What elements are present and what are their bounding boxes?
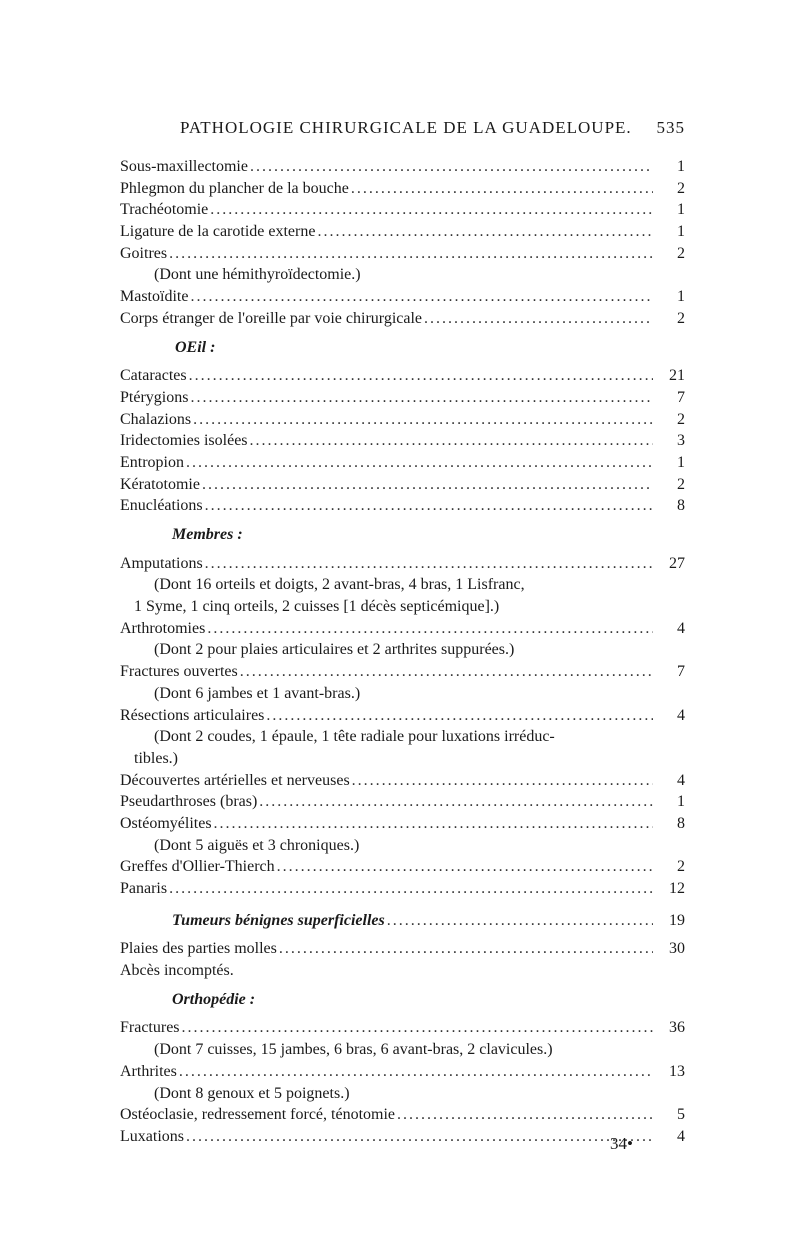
entry-row — [120, 856, 685, 878]
spacer — [120, 546, 685, 553]
spacer — [120, 358, 685, 365]
entry-label: Tumeurs bénignes superficielles — [172, 911, 385, 929]
entry-row — [120, 286, 685, 308]
entry-note: (Dont 5 aiguës et 3 chroniques.) — [154, 836, 360, 854]
entry-label: Ptérygions — [120, 388, 189, 406]
section-heading-membres: Membres : — [172, 526, 243, 543]
entry-value: 1 — [677, 288, 685, 306]
entry-label: Sous-maxillectomie — [120, 158, 248, 175]
leader-dots — [169, 878, 653, 900]
entry-label: Découvertes artérielles et nerveuses — [120, 771, 350, 789]
entry-label: Fractures — [120, 1019, 180, 1037]
leader-dots — [317, 221, 653, 243]
entry-label: Arthrotomies — [120, 619, 206, 637]
entry-value: 4 — [677, 619, 685, 637]
entry-row — [120, 1061, 685, 1083]
entry-value: 8 — [677, 814, 685, 832]
spacer — [120, 900, 685, 910]
entry-row — [120, 409, 685, 431]
entry-label: Entropion — [120, 453, 184, 471]
entry-label: Amputations — [120, 554, 203, 572]
entry-value: 8 — [677, 497, 685, 515]
leader-dots — [189, 365, 653, 387]
page-number: 535 — [656, 118, 685, 137]
entry-value: 2 — [677, 410, 685, 428]
leader-dots — [266, 705, 653, 727]
spacer — [120, 982, 685, 989]
entry-row — [120, 474, 685, 496]
entry-row — [120, 452, 685, 474]
entry-note: (Dont 8 genoux et 5 poignets.) — [154, 1084, 350, 1102]
leader-dots — [279, 938, 653, 960]
entry-label: Ostéoclasie, redressement forcé, ténotomie — [120, 1106, 395, 1124]
leader-dots — [277, 856, 653, 878]
entry-value: 19 — [669, 911, 685, 929]
entry-row — [120, 791, 685, 813]
entry-row — [120, 1017, 685, 1039]
entry-label: Ligature de la carotide externe — [120, 223, 316, 241]
entry-label: Phlegmon du plancher de la bouche — [120, 179, 349, 197]
entry-label: Panaris — [120, 880, 168, 897]
entry-value: 1 — [677, 223, 685, 241]
entry-value: 7 — [677, 388, 685, 406]
entry-row — [120, 156, 685, 178]
entry-row — [120, 878, 685, 900]
entry-row — [120, 705, 685, 727]
entry-label: Enucléations — [120, 497, 203, 515]
running-title: PATHOLOGIE CHIRURGICALE DE LA GUADELOUPE. — [180, 118, 632, 137]
entry-value: 5 — [677, 1106, 685, 1124]
entry-note: tibles.) — [134, 749, 178, 767]
entry-label: Cataractes — [120, 367, 187, 385]
spacer — [120, 1010, 685, 1017]
entry-value: 4 — [677, 706, 685, 724]
entry-note: (Dont une hémithyroïdectomie.) — [154, 266, 361, 284]
leader-dots — [259, 791, 653, 813]
leader-dots — [424, 308, 653, 330]
entry-value: 2 — [677, 309, 685, 327]
entry-value: 7 — [677, 663, 685, 681]
leader-dots — [169, 243, 653, 265]
entry-label: Chalazions — [120, 410, 192, 428]
entry-label: Fractures ouvertes — [120, 663, 238, 681]
entry-row — [120, 495, 685, 517]
leader-dots — [397, 1104, 653, 1126]
leader-dots — [186, 452, 653, 474]
entry-row — [120, 938, 685, 960]
leader-dots — [179, 1061, 653, 1083]
entry-label: Iridectomies isolées — [120, 432, 248, 450]
leader-dots — [205, 495, 653, 517]
leader-dots — [182, 1017, 653, 1039]
leader-dots — [351, 178, 653, 200]
entry-label: Corps étranger de l'oreille par voie chirurgicale — [120, 309, 423, 327]
entry-row — [120, 1104, 685, 1126]
entry-label: Plaies des parties molles — [120, 940, 277, 958]
entry-row — [120, 618, 685, 640]
entry-row — [120, 430, 685, 452]
entry-note: 1 Syme, 1 cinq orteils, 2 cuisses [1 décès septicémique].) — [134, 598, 500, 616]
entry-row — [120, 178, 685, 200]
leader-dots — [202, 474, 653, 496]
spacer — [120, 517, 685, 524]
leader-dots — [190, 387, 653, 409]
entry-value: 1 — [677, 453, 685, 471]
entry-value: 1 — [677, 793, 685, 811]
entry-value: 4 — [677, 771, 685, 789]
leader-dots — [250, 156, 653, 178]
entry-value: 36 — [669, 1019, 685, 1037]
entry-label: Pseudarthroses (bras) — [120, 793, 258, 811]
entry-label: Kératotomie — [120, 475, 200, 493]
entry-value: 2 — [677, 179, 685, 197]
entry-row — [120, 387, 685, 409]
entry-label: Arthrites — [120, 1062, 177, 1080]
leader-dots — [186, 1126, 653, 1148]
entry-row — [120, 661, 685, 683]
entry-label: Luxations — [120, 1127, 184, 1145]
leader-dots — [205, 553, 653, 575]
entry-row — [120, 199, 685, 221]
entry-row — [120, 960, 685, 982]
entry-label: Mastoïdite — [120, 288, 189, 306]
entry-value: 27 — [669, 554, 685, 572]
entry-value: 21 — [669, 367, 685, 385]
entry-row — [120, 243, 685, 265]
leader-dots — [193, 409, 653, 431]
entry-label: Greffes d'Ollier-Thierch — [120, 858, 275, 876]
section-heading-orthopedie: Orthopédie : — [172, 990, 256, 1008]
spacer — [120, 330, 685, 337]
entry-value: 2 — [677, 244, 685, 262]
entry-row — [120, 1126, 685, 1148]
entry-row — [120, 910, 685, 932]
entry-row — [120, 770, 685, 792]
page-content — [120, 156, 685, 1148]
entry-row — [120, 813, 685, 835]
leader-dots — [250, 430, 653, 452]
entry-row — [120, 308, 685, 330]
entry-note: (Dont 2 coudes, 1 épaule, 1 tête radiale pour luxations irréduc- — [154, 728, 555, 746]
entry-note: (Dont 16 orteils et doigts, 2 avant-bras, 4 bras, 1 Lisfranc, — [154, 576, 525, 594]
entry-value: 2 — [677, 858, 685, 876]
section-heading-oeil: OEil : — [175, 338, 216, 356]
entry-note: (Dont 6 jambes et 1 avant-bras.) — [154, 684, 361, 702]
signature-mark: 34• — [610, 1134, 633, 1153]
entry-note: (Dont 7 cuisses, 15 jambes, 6 bras, 6 avant-bras, 2 clavicules.) — [154, 1041, 553, 1059]
entry-value: 1 — [677, 201, 685, 219]
entry-label: Goitres — [120, 244, 168, 262]
entry-label: Abcès incomptés. — [120, 962, 234, 980]
entry-value: 4 — [677, 1127, 685, 1145]
leader-dots — [210, 199, 653, 221]
entry-row — [120, 365, 685, 387]
leader-dots — [387, 910, 653, 932]
leader-dots — [240, 661, 653, 683]
entry-label: Trachéotomie — [120, 201, 209, 219]
entry-note: (Dont 2 pour plaies articulaires et 2 arthrites suppurées.) — [154, 641, 515, 659]
entry-row — [120, 221, 685, 243]
entry-value: 13 — [669, 1062, 685, 1080]
entry-value: 3 — [677, 432, 685, 450]
spacer — [120, 931, 685, 938]
leader-dots — [214, 813, 653, 835]
entry-row — [120, 553, 685, 575]
entry-label: Ostéomyélites — [120, 814, 212, 832]
entry-label: Résections articulaires — [120, 706, 265, 724]
entry-value: 12 — [669, 880, 685, 897]
entry-value: 2 — [677, 475, 685, 493]
leader-dots — [207, 618, 653, 640]
entry-value: 30 — [669, 940, 685, 958]
leader-dots — [190, 286, 653, 308]
entry-value: 1 — [677, 158, 685, 175]
leader-dots — [352, 770, 653, 792]
